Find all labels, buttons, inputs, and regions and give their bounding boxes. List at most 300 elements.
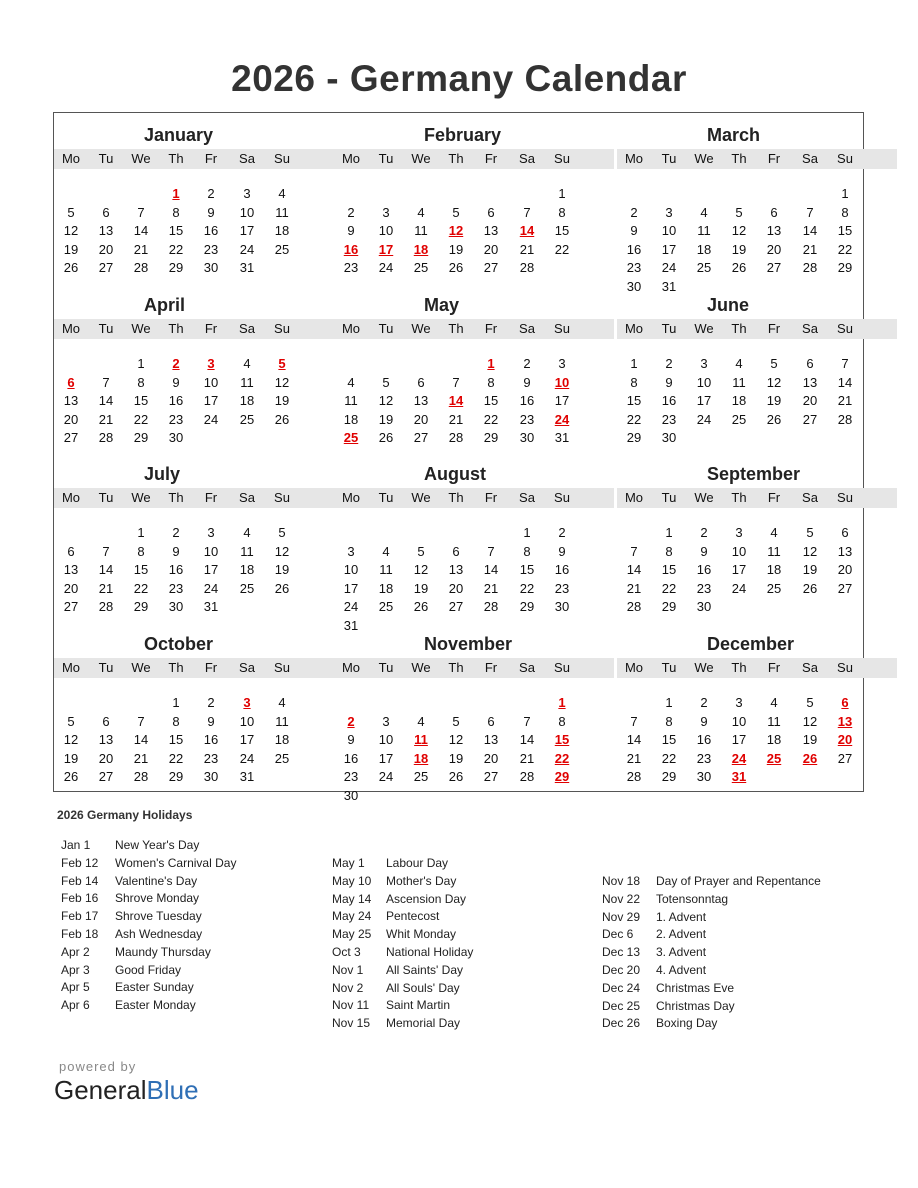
weekday-label: We — [131, 660, 151, 675]
date-cell: 16 — [626, 241, 642, 257]
date-cell: 6 — [770, 204, 778, 220]
date-cell: 1 — [137, 356, 145, 371]
month-name: June — [707, 295, 750, 315]
date-cell: 15 — [626, 393, 642, 409]
weekday-header — [334, 658, 614, 678]
date-cell: 21 — [802, 241, 818, 257]
date-cell: 13 — [413, 393, 429, 409]
weekday-label: Tu — [661, 321, 677, 336]
date-cell: 28 — [802, 260, 818, 276]
date-cell: 18 — [766, 732, 782, 748]
weekday-label: Su — [274, 321, 290, 336]
date-cell: 19 — [448, 750, 464, 766]
date-cell: 17 — [378, 750, 394, 766]
date-cell: 8 — [523, 543, 531, 559]
date-cell: 6 — [417, 374, 425, 390]
weekday-label: Su — [554, 151, 570, 166]
date-cell: 12 — [802, 713, 818, 729]
date-cell: 8 — [137, 374, 145, 390]
date-cell: 27 — [98, 260, 114, 276]
weekday-label: Th — [168, 490, 184, 505]
date-cell: 17 — [731, 562, 747, 578]
weekday-label: Fr — [767, 321, 781, 336]
date-cell: 4 — [278, 186, 286, 201]
weekday-label: Sa — [519, 321, 535, 336]
weekday-label: Th — [731, 321, 747, 336]
date-cell: 19 — [731, 241, 747, 257]
date-cell: 11 — [732, 374, 746, 390]
date-cell: 4 — [735, 356, 743, 371]
date-cell: 25 — [766, 580, 782, 596]
date-cell: 9 — [207, 204, 215, 220]
date-cell: 5 — [770, 356, 778, 371]
date-cell: 26 — [448, 769, 464, 785]
date-cell: 13 — [63, 393, 79, 409]
date-cell: 25 — [413, 260, 429, 276]
date-cell: 1 — [172, 695, 180, 710]
date-cell: 6 — [102, 204, 110, 220]
date-cell: 19 — [274, 562, 290, 578]
date-cell: 5 — [417, 543, 425, 559]
weekday-label: Su — [274, 490, 290, 505]
date-cell: 13 — [448, 562, 464, 578]
weekday-label: Th — [168, 321, 184, 336]
date-cell: 7 — [137, 713, 145, 729]
date-cell: 22 — [519, 580, 535, 596]
date-cell: 16 — [168, 393, 184, 409]
holiday-name: 4. Advent — [656, 962, 707, 977]
date-cell: 25 — [413, 769, 429, 785]
date-cell: 27 — [413, 430, 429, 446]
holiday-date-cell: 18 — [413, 241, 429, 257]
holiday-date-cell: 17 — [378, 241, 394, 257]
date-cell: 11 — [344, 393, 358, 409]
weekday-label: Mo — [341, 660, 361, 675]
date-cell: 17 — [696, 393, 712, 409]
date-cell: 26 — [63, 769, 79, 785]
month-name: August — [424, 464, 486, 484]
date-cell: 21 — [519, 750, 535, 766]
date-cell: 10 — [731, 543, 747, 559]
weekday-label: Tu — [98, 660, 114, 675]
date-cell: 4 — [700, 204, 708, 220]
date-cell: 10 — [239, 204, 255, 220]
date-cell: 17 — [661, 241, 677, 257]
date-cell: 15 — [168, 732, 184, 748]
powered-by-label: powered by — [59, 1059, 137, 1074]
date-cell: 25 — [696, 260, 712, 276]
date-cell: 13 — [63, 562, 79, 578]
weekday-header — [617, 488, 897, 508]
date-cell: 19 — [802, 562, 818, 578]
date-cell: 5 — [806, 525, 814, 540]
weekday-header — [617, 319, 897, 339]
date-cell: 12 — [731, 223, 747, 239]
date-cell: 24 — [343, 599, 359, 615]
holiday-date: May 24 — [332, 909, 372, 924]
holiday-date: May 25 — [332, 927, 372, 942]
date-cell: 2 — [172, 525, 180, 540]
date-cell: 19 — [63, 750, 79, 766]
date-cell: 21 — [483, 580, 499, 596]
date-cell: 28 — [626, 599, 642, 615]
date-cell: 16 — [554, 562, 570, 578]
date-cell: 5 — [806, 695, 814, 710]
weekday-label: Fr — [484, 321, 498, 336]
date-cell: 9 — [665, 374, 673, 390]
weekday-label: Fr — [767, 151, 781, 166]
date-cell: 9 — [523, 374, 531, 390]
date-cell: 16 — [661, 393, 677, 409]
date-cell: 19 — [413, 580, 429, 596]
date-cell: 17 — [203, 393, 219, 409]
date-cell: 19 — [63, 241, 79, 257]
date-cell: 22 — [168, 750, 184, 766]
month-name: March — [707, 125, 761, 145]
date-cell: 10 — [378, 732, 394, 748]
date-cell: 2 — [207, 186, 215, 201]
date-cell: 15 — [661, 562, 677, 578]
date-cell: 17 — [554, 393, 570, 409]
date-cell: 3 — [735, 525, 743, 540]
date-cell: 7 — [102, 374, 110, 390]
weekday-label: Sa — [802, 660, 818, 675]
holiday-name: Maundy Thursday — [115, 944, 211, 959]
holiday-name: National Holiday — [386, 944, 474, 959]
date-cell: 26 — [731, 260, 747, 276]
weekday-label: Su — [837, 151, 853, 166]
holiday-date: Oct 3 — [332, 944, 361, 959]
date-cell: 15 — [133, 393, 149, 409]
date-cell: 26 — [274, 580, 290, 596]
holiday-date-cell: 25 — [766, 750, 782, 766]
weekday-label: Sa — [239, 151, 255, 166]
weekday-header — [334, 319, 614, 339]
date-cell: 26 — [802, 580, 818, 596]
date-cell: 18 — [274, 223, 290, 239]
date-cell: 1 — [523, 525, 531, 540]
weekday-label: We — [411, 321, 431, 336]
date-cell: 31 — [554, 430, 570, 446]
date-cell: 2 — [558, 525, 566, 540]
date-cell: 5 — [735, 204, 743, 220]
weekday-header — [334, 149, 614, 169]
date-cell: 30 — [203, 260, 219, 276]
date-cell: 24 — [696, 411, 712, 427]
date-cell: 18 — [239, 393, 255, 409]
date-cell: 17 — [343, 580, 359, 596]
holiday-date: Apr 6 — [61, 998, 90, 1013]
date-cell: 22 — [626, 411, 642, 427]
holiday-date: May 10 — [332, 873, 372, 888]
date-cell: 20 — [802, 393, 818, 409]
weekday-label: Fr — [204, 151, 218, 166]
date-cell: 20 — [98, 750, 114, 766]
weekday-label: Mo — [341, 151, 361, 166]
weekday-label: Th — [168, 660, 184, 675]
holiday-name: All Saints' Day — [386, 962, 463, 977]
date-cell: 11 — [697, 223, 711, 239]
date-cell: 1 — [558, 186, 566, 201]
weekday-label: Mo — [624, 660, 644, 675]
weekday-label: Fr — [484, 490, 498, 505]
weekday-header — [334, 488, 614, 508]
weekday-label: Fr — [204, 660, 218, 675]
date-cell: 3 — [665, 204, 673, 220]
date-cell: 31 — [203, 599, 219, 615]
weekday-label: Th — [448, 321, 464, 336]
holiday-date: Nov 11 — [332, 998, 370, 1013]
date-cell: 18 — [731, 393, 747, 409]
date-cell: 2 — [630, 204, 638, 220]
date-cell: 18 — [766, 562, 782, 578]
date-cell: 5 — [67, 204, 75, 220]
date-cell: 27 — [448, 599, 464, 615]
date-cell: 13 — [98, 223, 114, 239]
date-cell: 25 — [274, 241, 290, 257]
weekday-label: Sa — [239, 490, 255, 505]
date-cell: 28 — [133, 769, 149, 785]
date-cell: 8 — [841, 204, 849, 220]
date-cell: 1 — [841, 186, 849, 201]
date-cell: 9 — [630, 223, 638, 239]
date-cell: 11 — [414, 223, 428, 239]
date-cell: 26 — [766, 411, 782, 427]
date-cell: 14 — [626, 732, 642, 748]
holiday-date-cell: 1 — [172, 186, 180, 201]
date-cell: 12 — [63, 223, 79, 239]
date-cell: 17 — [239, 223, 255, 239]
date-cell: 28 — [519, 260, 535, 276]
weekday-label: Mo — [61, 490, 81, 505]
month-name: January — [144, 125, 214, 145]
date-cell: 7 — [452, 374, 460, 390]
weekday-label: Sa — [802, 151, 818, 166]
date-cell: 6 — [102, 713, 110, 729]
date-cell: 20 — [766, 241, 782, 257]
brand-blue: Blue — [146, 1075, 199, 1105]
date-cell: 30 — [168, 430, 184, 446]
weekday-label: Fr — [204, 490, 218, 505]
date-cell: 3 — [382, 204, 390, 220]
date-cell: 6 — [841, 525, 849, 540]
holiday-name: Whit Monday — [386, 927, 457, 942]
date-cell: 25 — [731, 411, 747, 427]
weekday-label: Mo — [624, 321, 644, 336]
weekday-label: Mo — [341, 490, 361, 505]
weekday-label: We — [131, 321, 151, 336]
date-cell: 10 — [343, 562, 359, 578]
date-cell: 23 — [168, 411, 184, 427]
holiday-date-cell: 15 — [554, 732, 570, 748]
date-cell: 28 — [837, 411, 853, 427]
weekday-label: Mo — [61, 321, 81, 336]
holiday-date: Feb 14 — [61, 873, 99, 888]
date-cell: 23 — [626, 260, 642, 276]
date-cell: 4 — [770, 695, 778, 710]
date-cell: 7 — [806, 204, 814, 220]
weekday-header — [617, 658, 897, 678]
date-cell: 8 — [487, 374, 495, 390]
weekday-label: Th — [448, 490, 464, 505]
date-cell: 23 — [696, 580, 712, 596]
date-cell: 19 — [448, 241, 464, 257]
date-cell: 20 — [98, 241, 114, 257]
holiday-date-cell: 31 — [731, 769, 747, 785]
date-cell: 2 — [700, 695, 708, 710]
weekday-label: Fr — [767, 490, 781, 505]
date-cell: 4 — [770, 525, 778, 540]
brand-general: General — [54, 1075, 147, 1105]
date-cell: 30 — [696, 769, 712, 785]
holiday-date: Dec 26 — [602, 1016, 641, 1031]
date-cell: 23 — [554, 580, 570, 596]
holiday-date: Dec 24 — [602, 980, 641, 995]
date-cell: 16 — [168, 562, 184, 578]
date-cell: 21 — [626, 750, 642, 766]
date-cell: 14 — [98, 562, 114, 578]
weekday-label: Tu — [98, 490, 114, 505]
date-cell: 20 — [483, 241, 499, 257]
date-cell: 1 — [630, 356, 638, 371]
holiday-name: Women's Carnival Day — [115, 855, 237, 870]
weekday-label: Fr — [484, 151, 498, 166]
date-cell: 19 — [274, 393, 290, 409]
weekday-label: Th — [448, 660, 464, 675]
holiday-name: Good Friday — [115, 962, 182, 977]
holiday-date: Nov 1 — [332, 962, 364, 977]
holiday-date-cell: 25 — [343, 430, 359, 446]
holiday-date-cell: 18 — [413, 750, 429, 766]
date-cell: 5 — [278, 525, 286, 540]
date-cell: 14 — [98, 393, 114, 409]
date-cell: 30 — [343, 788, 359, 803]
weekday-header — [54, 488, 334, 508]
holiday-date: Nov 29 — [602, 909, 641, 924]
date-cell: 2 — [665, 356, 673, 371]
date-cell: 11 — [275, 713, 289, 729]
holiday-date-cell: 2 — [172, 356, 180, 371]
weekday-label: Th — [448, 151, 464, 166]
month-name: October — [144, 634, 214, 654]
date-cell: 27 — [98, 769, 114, 785]
date-cell: 14 — [133, 223, 149, 239]
date-cell: 20 — [448, 580, 464, 596]
date-cell: 14 — [626, 562, 642, 578]
date-cell: 24 — [731, 580, 747, 596]
date-cell: 26 — [274, 411, 290, 427]
date-cell: 12 — [448, 732, 464, 748]
date-cell: 4 — [417, 713, 425, 729]
date-cell: 14 — [483, 562, 499, 578]
date-cell: 21 — [133, 750, 149, 766]
date-cell: 5 — [382, 374, 390, 390]
date-cell: 9 — [558, 543, 566, 559]
date-cell: 27 — [802, 411, 818, 427]
date-cell: 15 — [133, 562, 149, 578]
weekday-label: Sa — [239, 321, 255, 336]
weekday-label: Mo — [624, 151, 644, 166]
month-name: November — [424, 634, 513, 654]
weekday-label: Fr — [484, 660, 498, 675]
weekday-label: Su — [837, 490, 853, 505]
date-cell: 18 — [274, 732, 290, 748]
date-cell: 18 — [239, 562, 255, 578]
weekday-label: Mo — [61, 660, 81, 675]
date-cell: 7 — [102, 543, 110, 559]
date-cell: 21 — [133, 241, 149, 257]
month-name: December — [707, 634, 795, 654]
date-cell: 13 — [483, 732, 499, 748]
date-cell: 19 — [802, 732, 818, 748]
date-cell: 16 — [203, 223, 219, 239]
date-cell: 26 — [413, 599, 429, 615]
date-cell: 3 — [347, 543, 355, 559]
date-cell: 8 — [665, 713, 673, 729]
date-cell: 7 — [523, 713, 531, 729]
date-cell: 29 — [133, 430, 149, 446]
holiday-date-cell: 22 — [554, 750, 570, 766]
holiday-date-cell: 12 — [448, 223, 464, 239]
weekday-label: Su — [554, 490, 570, 505]
date-cell: 11 — [240, 543, 254, 559]
date-cell: 11 — [240, 374, 254, 390]
date-cell: 28 — [483, 599, 499, 615]
holiday-date-cell: 10 — [554, 374, 570, 390]
generalblue-logo[interactable] — [54, 1075, 199, 1106]
date-cell: 1 — [665, 525, 673, 540]
date-cell: 14 — [802, 223, 818, 239]
holiday-name: Saint Martin — [386, 998, 451, 1013]
weekday-label: We — [411, 151, 431, 166]
date-cell: 12 — [378, 393, 394, 409]
weekday-label: Tu — [98, 151, 114, 166]
date-cell: 9 — [700, 713, 708, 729]
holiday-date-cell: 20 — [837, 732, 853, 748]
holiday-name: Day of Prayer and Repentance — [656, 874, 821, 888]
date-cell: 10 — [661, 223, 677, 239]
month-name: July — [144, 464, 181, 484]
date-cell: 8 — [665, 543, 673, 559]
date-cell: 8 — [630, 374, 638, 390]
date-cell: 16 — [696, 732, 712, 748]
weekday-header — [54, 149, 334, 169]
date-cell: 11 — [379, 562, 393, 578]
date-cell: 4 — [243, 356, 251, 371]
weekday-label: Mo — [624, 490, 644, 505]
holiday-date: Dec 25 — [602, 998, 641, 1013]
weekday-label: Mo — [341, 321, 361, 336]
weekday-label: Tu — [378, 660, 394, 675]
date-cell: 21 — [98, 411, 114, 427]
date-cell: 4 — [417, 204, 425, 220]
holiday-name: Shrove Tuesday — [115, 909, 202, 924]
holiday-date-cell: 3 — [243, 695, 251, 710]
date-cell: 28 — [519, 769, 535, 785]
date-cell: 27 — [483, 769, 499, 785]
date-cell: 29 — [483, 430, 499, 446]
holiday-name: Mother's Day — [386, 873, 457, 888]
date-cell: 16 — [696, 562, 712, 578]
holiday-date-cell: 14 — [448, 393, 464, 409]
weekday-label: Sa — [802, 490, 818, 505]
holiday-date: May 14 — [332, 891, 372, 906]
date-cell: 17 — [731, 732, 747, 748]
date-cell: 31 — [661, 279, 677, 294]
date-cell: 28 — [98, 599, 114, 615]
date-cell: 30 — [554, 599, 570, 615]
date-cell: 30 — [626, 279, 642, 294]
